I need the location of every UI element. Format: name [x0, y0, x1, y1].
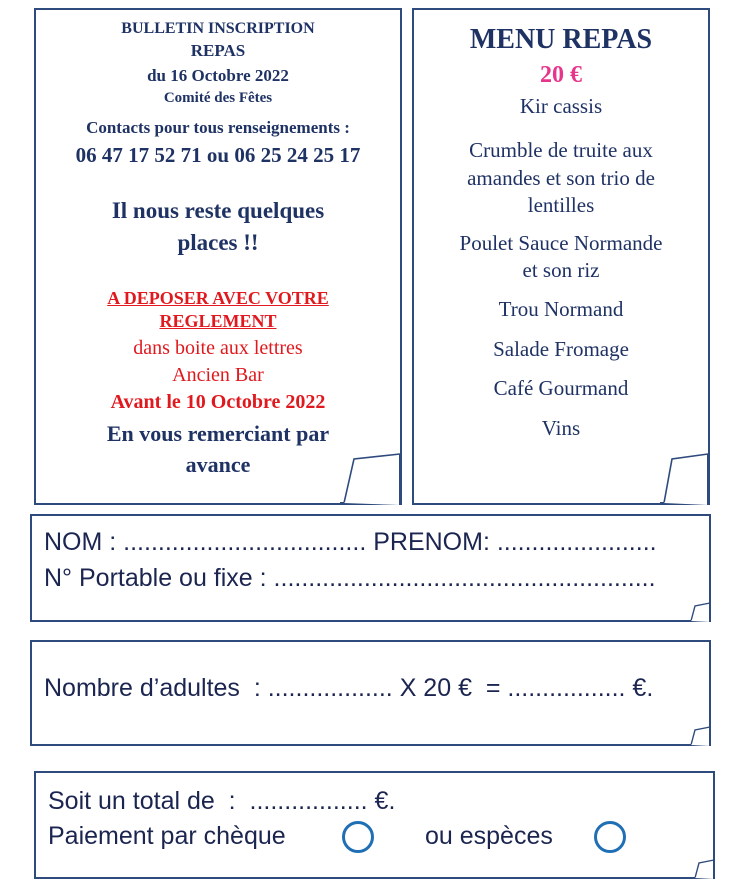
menu-item: et son riz [522, 258, 600, 282]
places-line1: Il nous reste quelques [111, 198, 325, 223]
payment-cheque-label: Paiement par chèque [48, 822, 286, 850]
menu-title: MENU REPAS [469, 24, 653, 55]
name-field[interactable]: NOM : ................................... PRENOM: ....................... [44, 528, 657, 556]
identity-form [30, 514, 711, 622]
phone-numbers: 06 47 17 52 71 ou 06 25 24 25 17 [75, 143, 361, 167]
menu-item: Trou Normand [498, 297, 624, 321]
deposit-line2: REGLEMENT [159, 311, 277, 331]
bulletin-title-line2: REPAS [190, 41, 246, 60]
page-curl-icon [693, 859, 715, 879]
page-curl-icon [689, 602, 711, 622]
page-curl-icon [689, 726, 711, 746]
phone-field[interactable]: N° Portable ou fixe : ....................................................... [44, 564, 656, 592]
deadline: Avant le 10 Octobre 2022 [110, 391, 326, 413]
page-curl-icon [660, 453, 710, 505]
location-text: Ancien Bar [172, 364, 264, 386]
menu-item: Café Gourmand [493, 376, 629, 400]
places-line2: places !! [177, 230, 259, 255]
menu-panel [412, 8, 710, 505]
menu-item: Vins [541, 416, 581, 440]
contacts-label: Contacts pour tous renseignements : [86, 118, 350, 137]
mailbox-text: dans boite aux lettres [133, 337, 303, 359]
total-field[interactable]: Soit un total de : ................. €. [48, 787, 396, 815]
page-curl-icon [340, 453, 402, 505]
menu-item: Crumble de truite aux [469, 138, 653, 162]
menu-item: amandes et son trio de [467, 166, 655, 190]
cheque-radio[interactable] [342, 821, 374, 853]
adults-count-field[interactable]: Nombre d’adultes : .................. X 20 € = ................. €. [44, 674, 654, 702]
menu-item: lentilles [527, 193, 595, 217]
thanks-line1: En vous remerciant par [106, 421, 330, 446]
cash-radio[interactable] [594, 821, 626, 853]
payment-form [34, 771, 715, 879]
organizer: Comité des Fêtes [163, 90, 273, 106]
thanks-line2: avance [185, 452, 251, 477]
menu-price: 20 € [540, 62, 582, 88]
bulletin-panel [34, 8, 402, 505]
menu-item: Poulet Sauce Normande [459, 231, 663, 255]
bulletin-title-line1: BULLETIN INSCRIPTION [121, 20, 315, 37]
payment-cash-label: ou espèces [425, 822, 553, 850]
event-date: du 16 Octobre 2022 [147, 66, 289, 85]
menu-item: Salade Fromage [493, 337, 629, 361]
deposit-line1: A DEPOSER AVEC VOTRE [107, 288, 329, 308]
menu-item: Kir cassis [519, 94, 603, 118]
adults-form [30, 640, 711, 746]
